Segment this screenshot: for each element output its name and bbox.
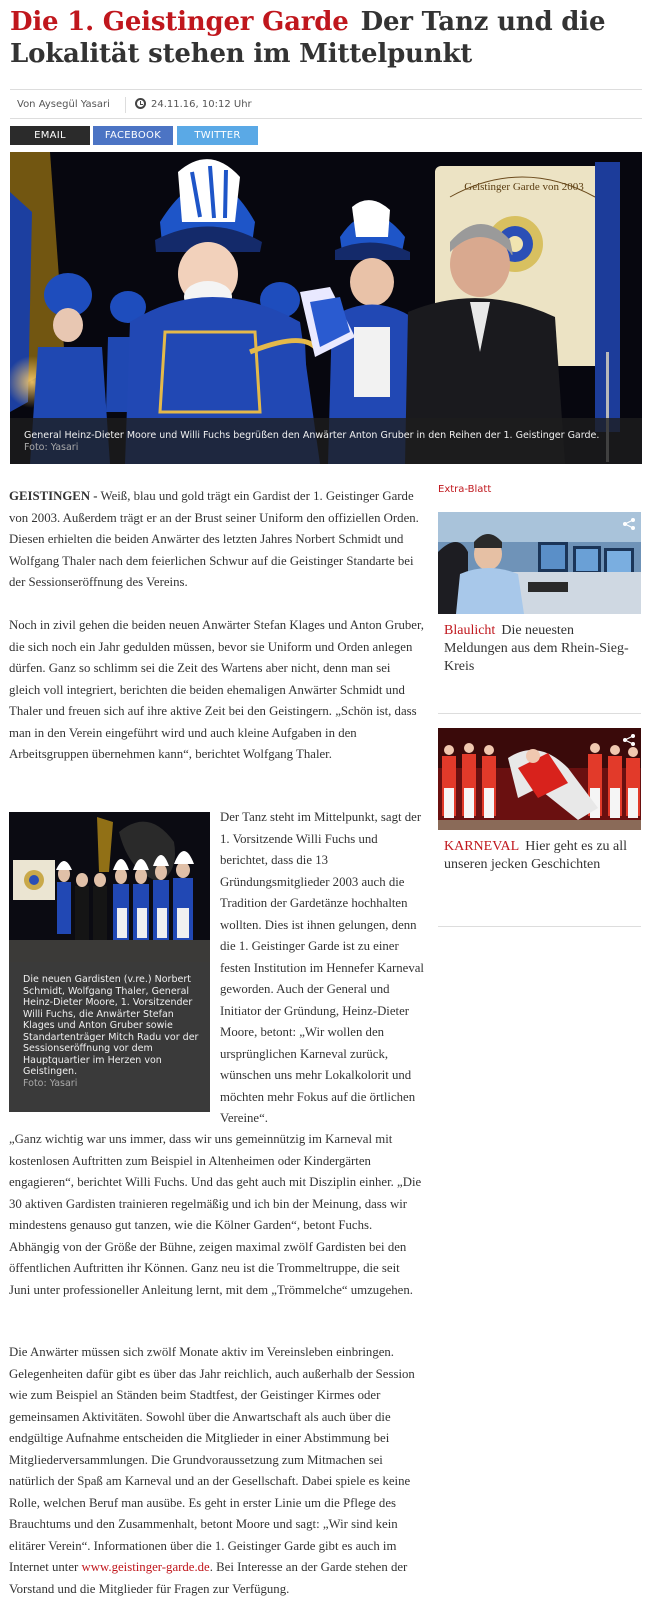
garde-website-link[interactable]: www.geistinger-garde.de bbox=[81, 1560, 210, 1574]
article-headline bbox=[10, 6, 635, 70]
karneval-thumbnail[interactable] bbox=[438, 728, 641, 830]
headline-kicker: Die 1. Geistinger Garde bbox=[10, 7, 349, 37]
sidebar-card-blaulicht[interactable] bbox=[438, 512, 641, 676]
paragraph-4 bbox=[9, 1342, 424, 1600]
karneval-kicker: KARNEVAL bbox=[444, 839, 520, 854]
paragraph-4-text: Die Anwärter müssen sich zwölf Monate aktiv im Vereinsleben einbringen. Gelegenheiten dafür gibt es über das Jahr reichlich, auch außerhalb der Session wie zum Beispiel an Ständen beim Stadtfest, der Geistinger Kirmes oder gemeinsamen Aktivitäten. Sowohl über die Anwartschaft als auch über die endgültige Aufnahme entscheiden die Mitglieder in einer Abstimmung bei Mitgliederversammlungen. Die Grundvoraussetzung zum Mitmachen sei natürlich der Spaß am Karneval und an der Gesellschaft. Dabei spiele es keine Rolle, welchen Beruf man ausübe. Es geht in erster Linie um die Pflege des Brauchtums und den Zusammenhalt, betont Moore und sagt: „Wir sind kein elitärer Verein“. Informationen über die 1. Geistinger Garde gibt es auch im Internet unter bbox=[9, 1345, 415, 1574]
inline-figure-caption bbox=[23, 974, 203, 1089]
blaulicht-teaser[interactable] bbox=[438, 622, 641, 676]
inline-photo-credit: Foto: Yasari bbox=[23, 1077, 78, 1089]
clock-icon bbox=[135, 98, 146, 109]
publish-datetime: 24.11.16, 10:12 Uhr bbox=[151, 99, 252, 110]
hero-image[interactable] bbox=[10, 152, 642, 464]
paragraph-4-end: . Bei Interesse an der Garde stehen der Vorstand und die Mitglieder für Fragen zur Verfügung. bbox=[9, 1560, 408, 1596]
share-icon[interactable] bbox=[622, 517, 636, 531]
article-meta bbox=[10, 89, 642, 119]
karneval-teaser[interactable] bbox=[438, 838, 641, 874]
headline-title: Der Tanz und die Lokalität stehen im Mittelpunkt bbox=[10, 7, 606, 69]
dateline: GEISTINGEN - bbox=[9, 489, 98, 503]
paragraph-1-text: Weiß, blau und gold trägt ein Gardist der 1. Geistinger Garde von 2003. Außerdem trägt er an der Brust seiner Uniform den offiziellen Orden. Diesen erhielten die beiden Anwärter des letzten Jahres Norbert Schmidt und Wolfgang Thaler nach dem feierlichen Schwur auf die Geistinger Standarte bei der Sessionseröffnung des Vereins. bbox=[9, 489, 419, 589]
dancers-photo bbox=[438, 728, 641, 830]
article-body-intro bbox=[9, 486, 424, 787]
share-facebook-button[interactable]: FACEBOOK bbox=[93, 126, 173, 145]
karneval-text: Hier geht es zu all unseren jecken Geschichten bbox=[444, 839, 628, 872]
sidebar-divider bbox=[438, 713, 641, 714]
author-byline[interactable]: Von Aysegül Yasari bbox=[17, 99, 110, 110]
inline-photo bbox=[9, 812, 210, 962]
control-room-photo bbox=[438, 512, 641, 614]
blaulicht-text: Die neuesten Meldungen aus dem Rhein-Sieg-Kreis bbox=[444, 623, 629, 674]
sidebar-divider bbox=[438, 926, 641, 927]
inline-caption-text: Die neuen Gardisten (v.re.) Norbert Schmidt, Wolfgang Thaler, General Heinz-Dieter Moore, 1. Vorsitzender Willi Fuchs, die Anwärter Stefan Klages und Anton Gruber sowie Standartenträger Mitch Radu vor der Sessionseröffnung vor dem Hauptquartier im Herzen von Geistingen. bbox=[23, 974, 199, 1077]
blaulicht-kicker: Blaulicht bbox=[444, 623, 496, 638]
share-twitter-button[interactable]: TWITTER bbox=[177, 126, 258, 145]
meta-divider bbox=[125, 97, 126, 113]
blaulicht-thumbnail[interactable] bbox=[438, 512, 641, 614]
share-email-button[interactable]: EMAIL bbox=[10, 126, 90, 145]
sidebar-card-karneval[interactable] bbox=[438, 728, 641, 874]
paragraph-2: Noch in zivil gehen die beiden neuen Anwärter Stefan Klages und Anton Gruber, die sich noch ein Jahr gedulden müssen, bevor sie Uniform und Orden anlegen dürfen. Ganz so schlimm sei die Zeit des Wartens aber nicht, denn man sei gleich voll integriert, berichten die beiden ehemaligen Anwärter Schmidt und Thaler und freuen sich auf ihre aktive Zeit bei den Geistingern. „Schön ist, dass man in den Verein eingeführt wird und auch kleine Aufgaben in den Arbeitsgruppen übernehmen kann“, berichtet Wolfgang Thaler. bbox=[9, 618, 424, 761]
banner-lettering: Geistinger Garde von 2003 bbox=[464, 181, 584, 193]
share-icon[interactable] bbox=[622, 733, 636, 747]
hero-photo-credit: Foto: Yasari bbox=[24, 442, 79, 453]
hero-caption bbox=[10, 418, 642, 464]
paragraph-1 bbox=[9, 486, 424, 594]
paragraph-3b: „Ganz wichtig war uns immer, dass wir uns gemeinnützig im Karneval mit kostenlosen Auftritten zum Beispiel in Altenheimen oder Kindergärten engagieren“, berichtet Willi Fuchs. Und das geht auch mit Disziplin einher. „Die 30 aktiven Gardisten trainieren regelmäßig und ich bin der Meinung, dass wir mindestens genauso gut tanzen, wie die Kölner Garden“, betont Fuchs. Abhängig von der Größe der Bühne, zeigen maximal zwölf Gardisten bei den öffentlichen Auftritten ihr Können. Ganz neu ist die Trommeltruppe, die seit Juni unter professioneller Anleitung lernt, mit dem „Trömmelche“ umzugehen. bbox=[9, 1132, 422, 1297]
hero-caption-text: General Heinz-Dieter Moore und Willi Fuchs begrüßen den Anwärter Anton Gruber in den Reihen der 1. Geistinger Garde. bbox=[24, 430, 600, 441]
sidebar-label: Extra-Blatt bbox=[438, 484, 492, 495]
paragraph-3a: Der Tanz steht im Mittelpunkt, sagt der 1. Vorsitzende Willi Fuchs und berichtet, dass die 13 Gründungsmitglieder 2003 auch die Tradition der Gardetänze hochhalten wollten. Dies ist ihnen gelungen, denn die 1. Geistinger Garde ist zu einer festen Institution im Hennefer Karneval geworden. Auch der General und Initiator der Gründung, Heinz-Dieter Moore, betont: „Wir wollen den ursprünglichen Karneval zurück, wünschen uns mehr Lokalkolorit und möchten mehr Fokus auf die örtlichen Vereine“. bbox=[220, 810, 424, 1125]
inline-figure[interactable] bbox=[9, 812, 210, 1112]
